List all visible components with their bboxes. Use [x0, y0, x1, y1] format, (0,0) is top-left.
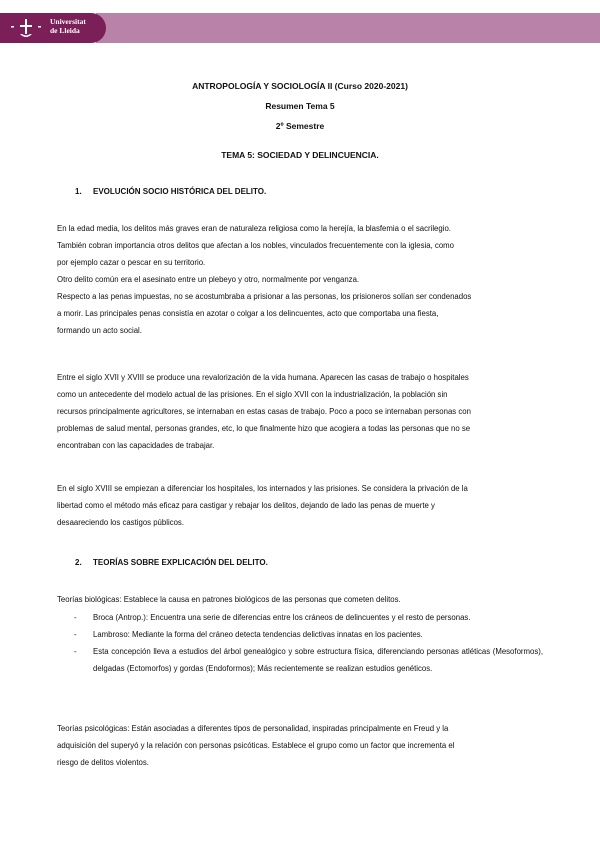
text-line: En la edad media, los delitos más graves eran de naturaleza religiosa como la herejía, la blasfemia o el sacrilegio.	[57, 224, 451, 233]
list-item-text: Broca (Antrop.): Encuentra una serie de diferencias entre los cráneos de delincuentes y el resto de personas.	[93, 613, 471, 622]
institution-line-1: Universitat	[50, 17, 86, 26]
text-line: recursos principalmente agricultores, se internaban en estas casas de trabajo. Poco a poco se internaban personas con	[57, 407, 471, 416]
page-header	[0, 0, 600, 46]
text-line: En el siglo XVIII se empiezan a diferenciar los hospitales, los internados y las prisiones. Se considera la privación de la	[57, 484, 468, 493]
institution-name	[50, 17, 106, 35]
list-item	[57, 626, 543, 643]
section-2-number: 2.	[75, 558, 82, 567]
text-line: como un antecedente del modelo actual de las prisiones. En el siglo XVII con la industrialización, la población sin	[57, 390, 448, 399]
text-line: Teorías psicológicas: Están asociadas a diferentes tipos de personalidad, inspiradas principalmente en Freud y la	[57, 724, 449, 733]
biological-theories-list	[57, 609, 543, 677]
institution-line-2: de Lleida	[50, 26, 80, 35]
paragraph-xvii-xviii	[57, 369, 543, 454]
university-logo	[0, 13, 106, 43]
text-line: libertad como el método más eficaz para castigar y rebajar los delitos, dejando de lado las penas de muerte y	[57, 501, 435, 510]
paragraph-psychological-theories	[57, 720, 543, 771]
text-line: riesgo de delitos violentos.	[57, 758, 149, 767]
list-item-text: Lambroso: Mediante la forma del cráneo detecta tendencias delictivas innatas en los pacientes.	[93, 630, 423, 639]
text-line: Teorías biológicas: Establece la causa en patrones biológicos de las personas que cometen delitos.	[57, 595, 401, 604]
section-2-title: TEORÍAS SOBRE EXPLICACIÓN DEL DELITO.	[93, 558, 268, 567]
list-dash: -	[74, 630, 77, 639]
text-line: a morir. Las principales penas consistía en azotar o colgar a los delincuentes, acto que comportaba una fiesta,	[57, 309, 439, 318]
text-line: Respecto a las penas impuestas, no se acostumbraba a prisionar a las personas, los prisioneros solían ser condenados	[57, 292, 472, 301]
paragraph-xviii	[57, 480, 543, 531]
list-dash: -	[74, 647, 77, 656]
section-1-heading	[75, 187, 266, 196]
text-line: por ejemplo cazar o pescar en su territorio.	[57, 258, 206, 267]
text-line: formando un acto social.	[57, 326, 142, 335]
text-line: Entre el siglo XVII y XVIII se produce una revalorización de la vida humana. Aparecen las casas de trabajo o hospitales	[57, 373, 469, 382]
paragraph-biological-theories	[57, 591, 543, 608]
text-line: desaareciendo los castigos públicos.	[57, 518, 184, 527]
paragraph-middle-ages	[57, 220, 543, 339]
text-line: adquisición del superyó y la relación con personas psicóticas. Establece el grupo como un factor que incrementa el	[57, 741, 455, 750]
text-line: También cobran importancia otros delitos que afectan a los nobles, vinculados frecuentemente con la iglesia, como	[57, 241, 455, 250]
text-line: problemas de salud mental, personas grandes, etc, lo que finalmente hizo que acogiera a todas las personas que no se	[57, 424, 471, 433]
topic-heading: TEMA 5: SOCIEDAD Y DELINCUENCIA.	[221, 150, 379, 160]
semester-label: 2º Semestre	[275, 121, 325, 131]
text-line: Otro delito común era el asesinato entre un plebeyo y otro, normalmente por venganza.	[57, 275, 360, 284]
document-title: ANTROPOLOGÍA Y SOCIOLOGÍA II (Curso 2020-2021)	[192, 81, 408, 91]
list-dash: -	[74, 613, 77, 622]
section-1-number: 1.	[75, 187, 82, 196]
list-item-text: Esta concepción lleva a estudios del árbol genealógico y sobre estructura física, diferenciando personas atléticas (Mesoformos), delgadas (Ectomorfos) y gordas (Endoformos); Más recientemente se realizan estudios genéticos.	[93, 647, 543, 673]
section-1-title: EVOLUCIÓN SOCIO HISTÓRICA DEL DELITO.	[93, 187, 267, 196]
header-color-strip	[96, 13, 600, 43]
university-emblem-icon	[8, 16, 46, 40]
list-item	[57, 609, 543, 626]
section-2-heading	[75, 558, 268, 567]
document-subtitle: Resumen Tema 5	[265, 101, 335, 111]
text-line: encontraban con las capacidades de trabajar.	[57, 441, 215, 450]
list-item	[57, 643, 543, 677]
